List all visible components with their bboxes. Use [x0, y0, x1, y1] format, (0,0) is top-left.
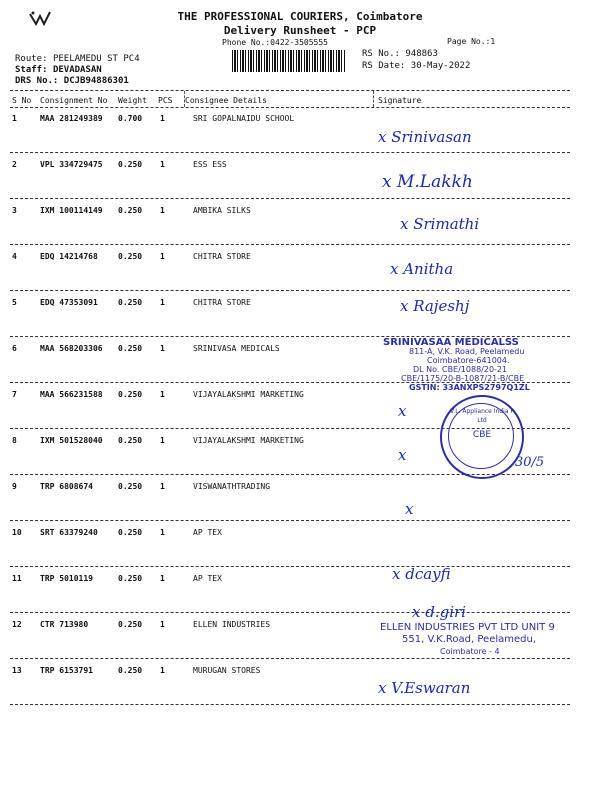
consignee-name: AMBIKA SILKS [193, 206, 251, 215]
consignee-name: AP TEX [193, 528, 222, 537]
sno: 2 [12, 160, 17, 169]
staff-line: Staff: DEVADASAN [15, 65, 102, 75]
consignment-no: IXM 501528040 [40, 436, 103, 445]
weight: 0.250 [118, 160, 143, 169]
col-consignment: Consignment No [40, 96, 108, 105]
appliance-date: 30/5 [515, 455, 545, 470]
col-signature: Signature [378, 96, 422, 105]
col-divider [184, 91, 185, 107]
weight: 0.250 [118, 620, 143, 629]
header-rule-bottom [10, 107, 570, 108]
page-number: Page No.:1 [447, 37, 496, 46]
rs-no-value: 948863 [405, 49, 438, 59]
sno: 6 [12, 344, 17, 353]
route-value: PEELAMEDU ST PC4 [52, 54, 140, 64]
weight: 0.250 [118, 206, 143, 215]
row-divider [10, 612, 570, 613]
row-divider [10, 658, 570, 659]
barcode [232, 50, 346, 72]
consignee-name: ELLEN INDUSTRIES [193, 620, 271, 629]
col-consignee: Consignee Details [185, 96, 267, 105]
signature-8: x [398, 446, 407, 464]
route-line: Route: PEELAMEDU ST PC4 [15, 54, 140, 64]
company-title: THE PROFESSIONAL COURIERS, Coimbatore [177, 10, 423, 23]
consignee-name: CHITRA STORE [193, 252, 251, 261]
row-divider [10, 152, 570, 153]
row-divider [10, 566, 570, 567]
signature-11: x d.giri [412, 603, 466, 621]
stamp-ellen-industries: ELLEN INDUSTRIES PVT LTD UNIT 9 551, V.K.Road, Peelamedu, Coimbatore - 4 [380, 622, 555, 656]
col-sno: S No [12, 96, 32, 105]
pcs: 1 [160, 298, 165, 307]
signature-2: x M.Lakkh [382, 172, 473, 192]
consignment-no: MAA 281249389 [40, 114, 103, 123]
weight: 0.250 [118, 666, 143, 675]
signature-4: x Anitha [390, 260, 454, 278]
header-rule-top [10, 90, 570, 91]
pcs: 1 [160, 344, 165, 353]
rs-no-line: RS No.: 948863 [362, 49, 438, 59]
consignment-no: SRT 63379240 [40, 528, 98, 537]
weight: 0.250 [118, 482, 143, 491]
signature-7: x [398, 402, 407, 420]
consignee-name: SRI GOPALNAIDU SCHOOL [193, 114, 295, 123]
sno: 1 [12, 114, 17, 123]
sno: 3 [12, 206, 17, 215]
row-divider [10, 198, 570, 199]
consignment-no: VPL 334729475 [40, 160, 103, 169]
phone-number: Phone No.:0422-3505555 [222, 38, 328, 47]
consignment-no: IXM 100114149 [40, 206, 103, 215]
pcs: 1 [160, 160, 165, 169]
weight: 0.250 [118, 252, 143, 261]
sno: 8 [12, 436, 17, 445]
pcs: 1 [160, 666, 165, 675]
sno: 11 [12, 574, 22, 583]
row-divider [10, 290, 570, 291]
sno: 5 [12, 298, 17, 307]
pcs: 1 [160, 482, 165, 491]
weight: 0.250 [118, 528, 143, 537]
sno: 7 [12, 390, 17, 399]
consignee-name: VISWANATHTRADING [193, 482, 271, 491]
sno: 13 [12, 666, 22, 675]
consignment-no: TRP 5010119 [40, 574, 93, 583]
pcs: 1 [160, 574, 165, 583]
sno: 10 [12, 528, 22, 537]
sno: 12 [12, 620, 22, 629]
consignment-no: EDQ 47353091 [40, 298, 98, 307]
pcs: 1 [160, 390, 165, 399]
pcs: 1 [160, 206, 165, 215]
row-divider [10, 520, 570, 521]
sno: 4 [12, 252, 17, 261]
signature-10: x dcayfi [392, 565, 451, 583]
weight: 0.250 [118, 574, 143, 583]
consignee-name: VIJAYALAKSHMI MARKETING [193, 390, 304, 399]
col-weight: Weight [118, 96, 147, 105]
signature-13: x V.Eswaran [378, 679, 471, 697]
consignee-name: MURUGAN STORES [193, 666, 261, 675]
pcs: 1 [160, 620, 165, 629]
consignee-name: ESS ESS [193, 160, 227, 169]
weight: 0.250 [118, 344, 143, 353]
consignee-name: SRINIVASA MEDICALS [193, 344, 280, 353]
consignee-name: VIJAYALAKSHMI MARKETING [193, 436, 304, 445]
consignment-no: EDQ 14214768 [40, 252, 98, 261]
weight: 0.250 [118, 298, 143, 307]
signature-3: x Srimathi [400, 215, 480, 233]
rs-date-line: RS Date: 30-May-2022 [362, 61, 471, 71]
pcs: 1 [160, 114, 165, 123]
signature-9: x [405, 500, 414, 518]
row-divider [10, 704, 570, 705]
document-subtitle: Delivery Runsheet - PCP [223, 24, 377, 37]
staff-value: DEVADASAN [52, 65, 102, 75]
consignment-no: MAA 568203306 [40, 344, 103, 353]
consignment-no: CTR 713980 [40, 620, 89, 629]
signature-1: x Srinivasan [378, 128, 472, 146]
weight: 0.700 [118, 114, 143, 123]
consignment-no: TRP 6808674 [40, 482, 93, 491]
col-divider [373, 91, 374, 107]
weight: 0.250 [118, 436, 143, 445]
weight: 0.250 [118, 390, 143, 399]
signature-5: x Rajeshj [400, 297, 470, 315]
pcs: 1 [160, 436, 165, 445]
col-pcs: PCS [158, 96, 173, 105]
drs-value: DCJB94886301 [63, 76, 129, 86]
consignment-no: MAA 566231588 [40, 390, 103, 399]
rs-date-value: 30-May-2022 [410, 61, 471, 71]
consignee-name: CHITRA STORE [193, 298, 251, 307]
pcs: 1 [160, 252, 165, 261]
consignee-name: AP TEX [193, 574, 222, 583]
stamp-srinivasa-medicals: SRINIVASAA MEDICALSS 811-A, V.K. Road, Peelamedu Coimbatore-641004. DL No. CBE/1088/20-21 CBE/1175/20-B-1087/21-B/CBE GSTIN: 33ANXPS2797Q1ZL [383, 337, 530, 392]
stamp-appliance-seal: V.L. Appliance India P Ltd CBE [440, 395, 524, 479]
pcs: 1 [160, 528, 165, 537]
consignment-no: TRP 6153791 [40, 666, 93, 675]
row-divider [10, 244, 570, 245]
drs-line: DRS No.: DCJB94886301 [15, 76, 129, 86]
sno: 9 [12, 482, 17, 491]
